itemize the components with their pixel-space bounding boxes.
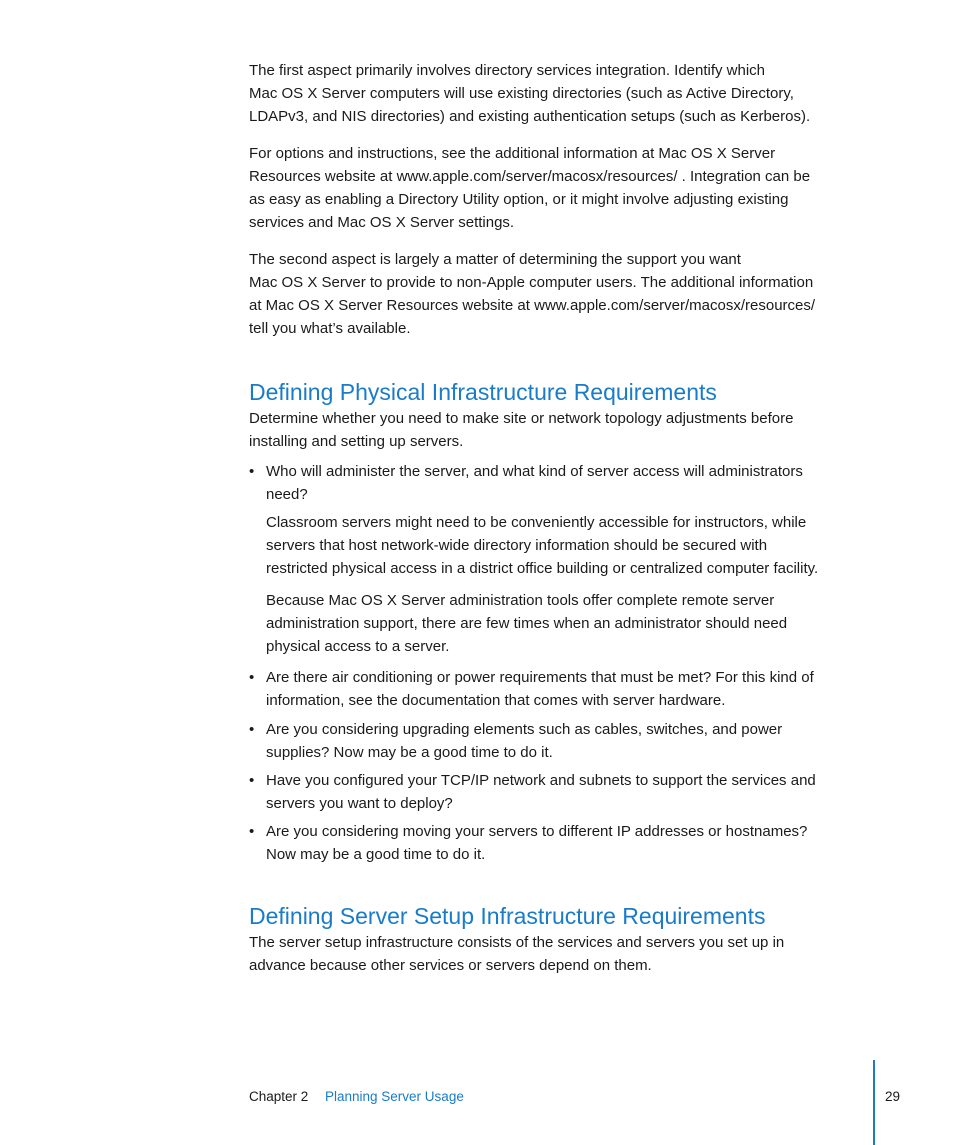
- list-item-detail: Classroom servers might need to be conveniently accessible for instructors, while servers that host network-wide directory information should be secured with restricted physical access in a district office building or centralized computer facility.: [266, 514, 819, 577]
- bullet-marker: •: [249, 669, 255, 686]
- section-intro-physical: Determine whether you need to make site or network topology adjustments before installing and setting up servers.: [249, 410, 794, 450]
- bullet-marker: •: [249, 463, 255, 480]
- paragraph-second-aspect: The second aspect is largely a matter of determining the support you want Mac OS X Server to provide to non-Apple computer users. The additional information at Mac OS X Server Resources website at www.apple.com/server/macosx/resources/ tell you what’s available.: [249, 251, 816, 337]
- footer-chapter-title: Planning Server Usage: [325, 1089, 464, 1104]
- list-item-detail: Because Mac OS X Server administration tools offer complete remote server administration support, there are few times when an administrator should need physical access to a server.: [266, 592, 788, 655]
- section-intro-server-setup: The server setup infrastructure consists of the services and servers you set up in advance because other services or servers depend on them.: [249, 934, 785, 974]
- section-heading-physical: Defining Physical Infrastructure Requirements: [249, 379, 717, 405]
- list-item: Are you considering upgrading elements such as cables, switches, and power supplies? Now may be a good time to do it.: [266, 721, 783, 761]
- list-item: Are you considering moving your servers to different IP addresses or hostnames? Now may be a good time to do it.: [266, 823, 808, 863]
- paragraph-options: For options and instructions, see the additional information at Mac OS X Server Resources website at www.apple.com/server/macosx/resources/ . Integration can be as easy as enabling a Directory Utility option, or it might involve adjusting existing services and Mac OS X Server settings.: [249, 145, 811, 231]
- list-item: Are there air conditioning or power requirements that must be met? For this kind of information, see the documentation that comes with server hardware.: [266, 669, 814, 709]
- bullet-marker: •: [249, 721, 255, 738]
- footer-divider: [873, 1060, 875, 1145]
- section-heading-server-setup: Defining Server Setup Infrastructure Requirements: [249, 903, 766, 929]
- list-item: Who will administer the server, and what kind of server access will administrators need?: [266, 463, 803, 503]
- bullet-marker: •: [249, 823, 255, 840]
- list-item: Have you configured your TCP/IP network and subnets to support the services and servers you want to deploy?: [266, 772, 816, 812]
- footer-chapter: Chapter 2: [249, 1089, 309, 1104]
- page-number: 29: [885, 1089, 901, 1104]
- bullet-marker: •: [249, 772, 255, 789]
- paragraph-directory-integration: The first aspect primarily involves directory services integration. Identify which Mac OS X Server computers will use existing directories (such as Active Directory, LDAPv3, and NIS directories) and existing authentication setups (such as Kerberos).: [249, 62, 811, 125]
